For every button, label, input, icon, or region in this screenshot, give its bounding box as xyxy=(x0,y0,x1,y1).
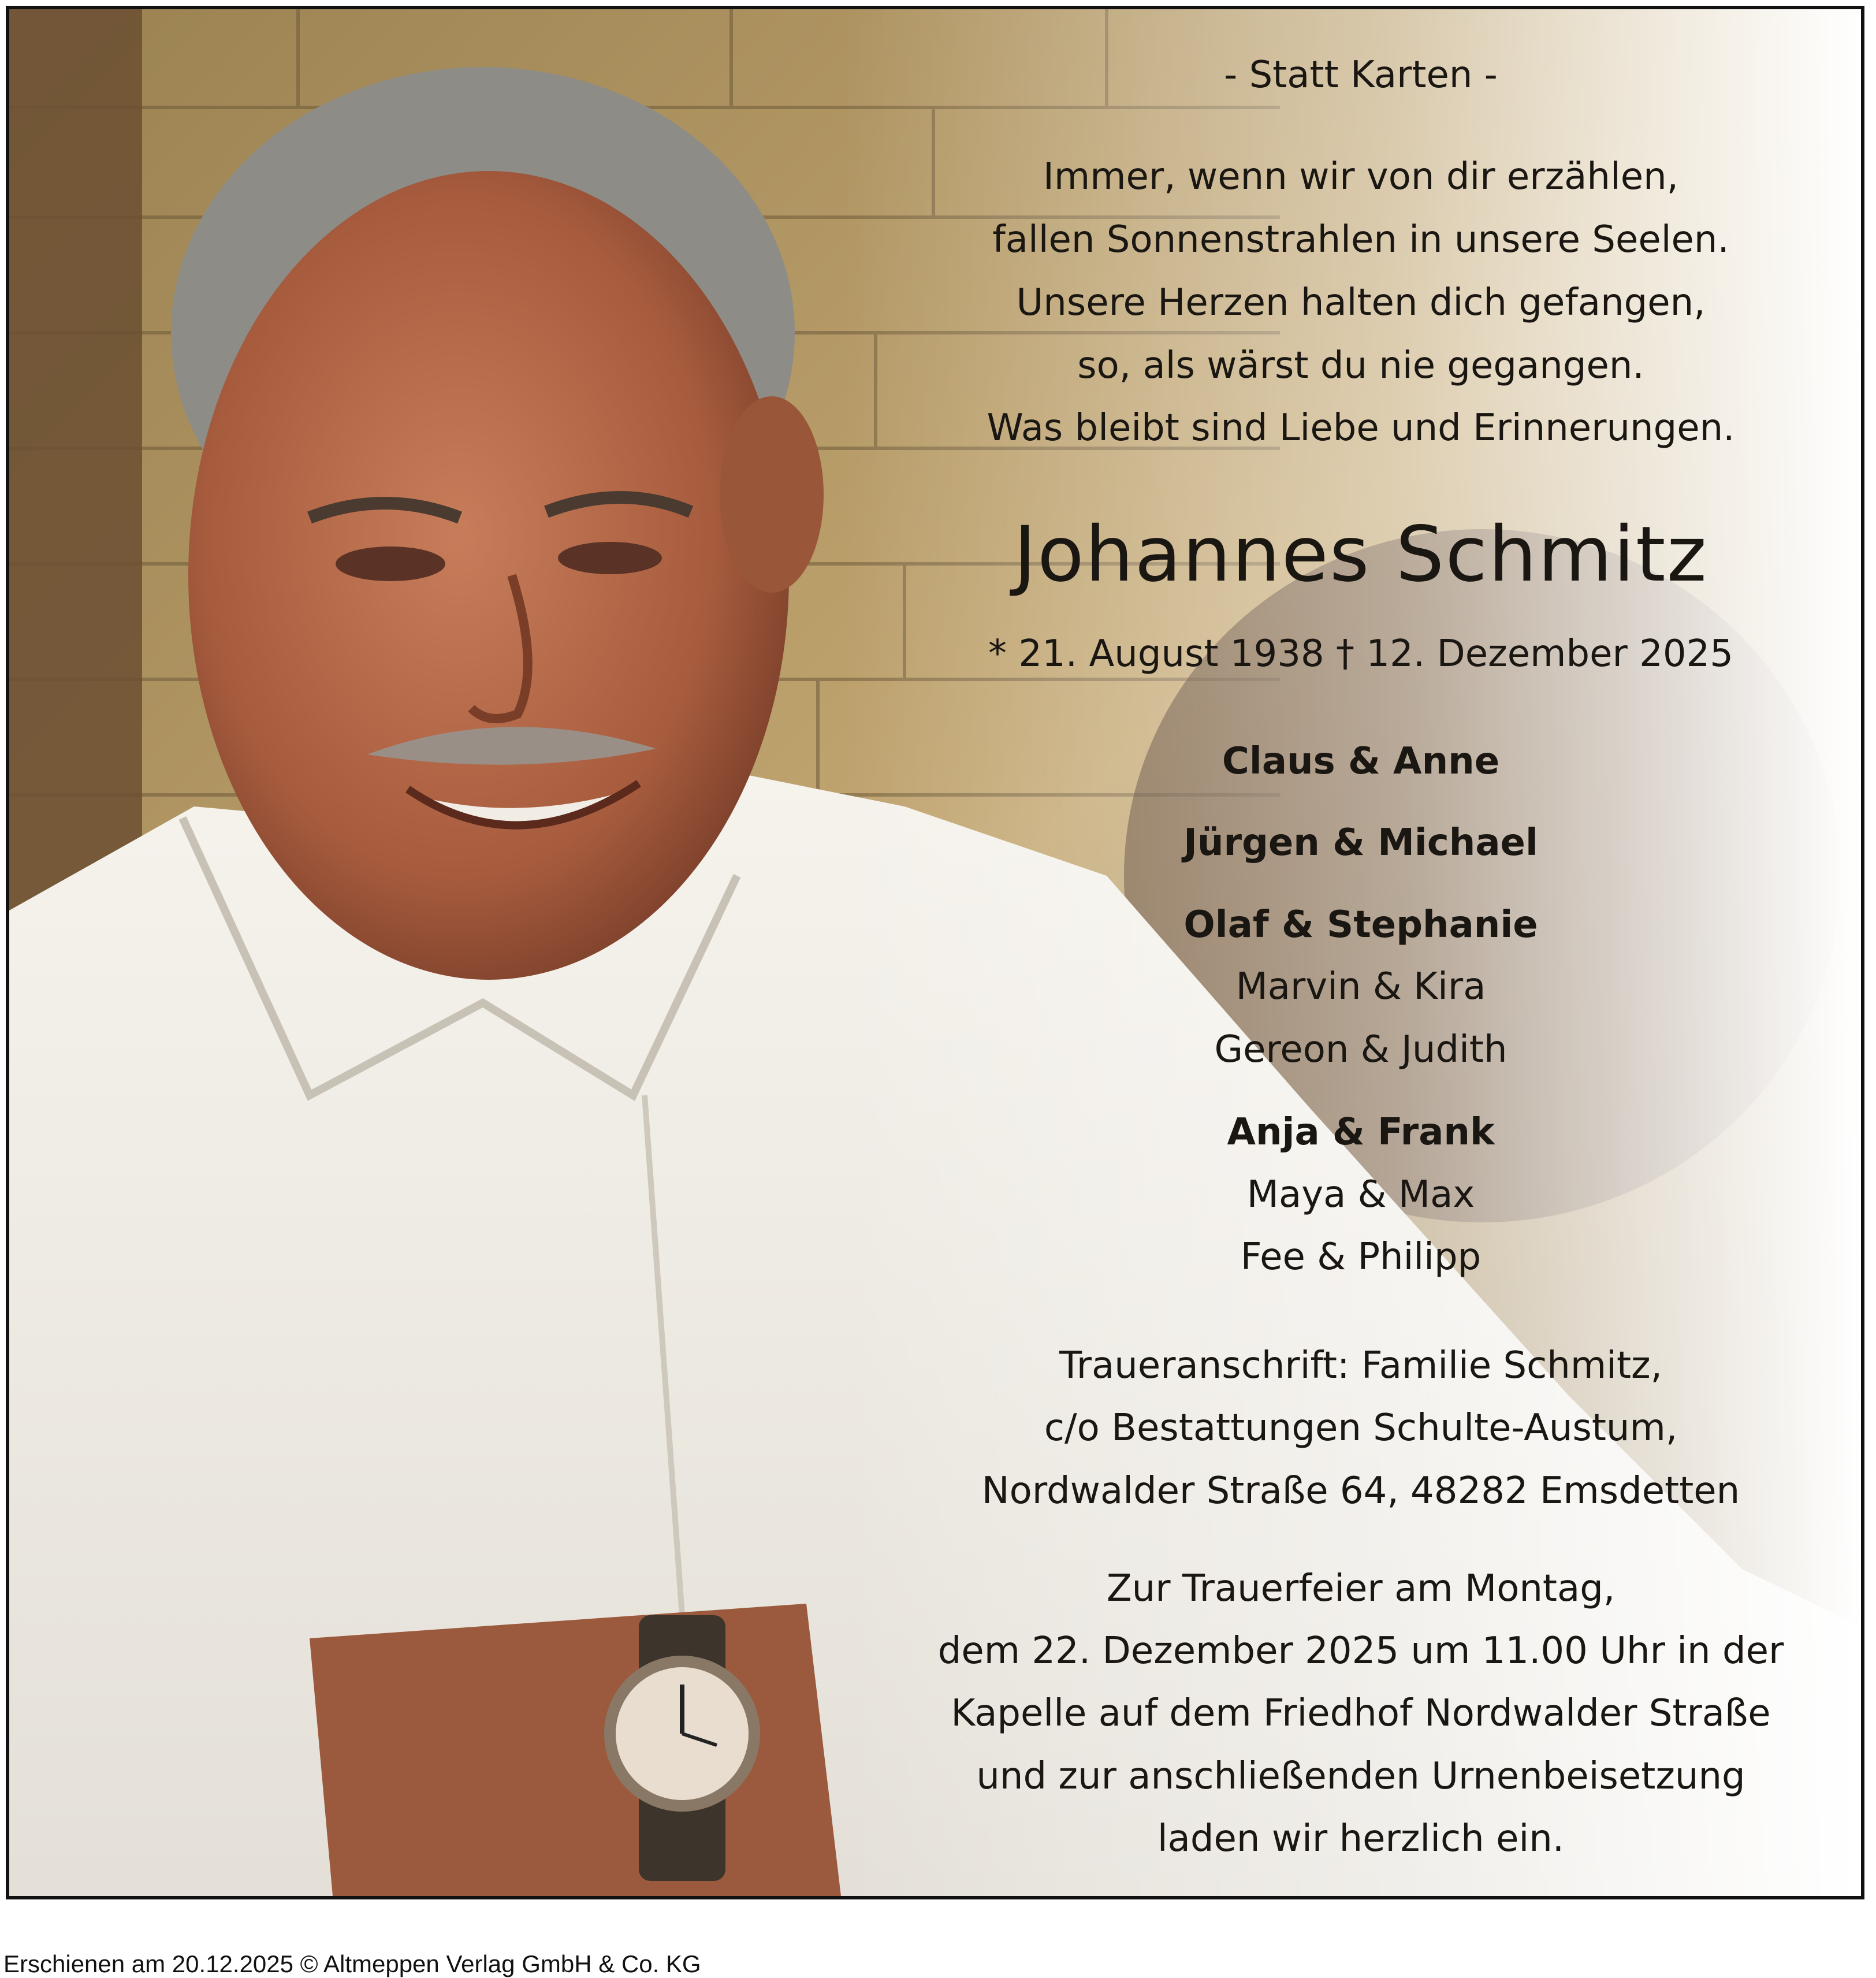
poem-line: Unsere Herzen halten dich gefangen, xyxy=(1016,281,1706,324)
poem-line: Was bleibt sind Liebe und Erinnerungen. xyxy=(987,407,1735,449)
obituary-text xyxy=(858,9,1863,1896)
family-member: Maya & Max xyxy=(1246,1173,1475,1216)
address-line: c/o Bestattungen Schulte-Austum, xyxy=(1044,1407,1678,1449)
address-line: Nordwalder Straße 64, 48282 Emsdetten xyxy=(981,1470,1740,1512)
ceremony-line: und zur anschließenden Urnenbeisetzung xyxy=(976,1755,1745,1798)
address-line: Traueranschrift: Familie Schmitz, xyxy=(1059,1344,1662,1387)
ceremony-line: Kapelle auf dem Friedhof Nordwalder Straße xyxy=(951,1692,1771,1735)
ceremony-line: Zur Trauerfeier am Montag, xyxy=(1106,1567,1616,1610)
deceased-name: Johannes Schmitz xyxy=(1014,510,1708,599)
obituary-ad xyxy=(6,6,1864,1899)
ceremony-line: laden wir herzlich ein. xyxy=(1157,1817,1565,1860)
life-dates: * 21. August 1938 † 12. Dezember 2025 xyxy=(988,633,1733,675)
family-member: Anja & Frank xyxy=(1227,1111,1495,1154)
poem-line: fallen Sonnenstrahlen in unsere Seelen. xyxy=(992,218,1729,261)
family-member: Fee & Philipp xyxy=(1240,1236,1482,1278)
family-member: Olaf & Stephanie xyxy=(1183,904,1538,946)
family-member: Jürgen & Michael xyxy=(1183,821,1538,864)
poem-line: so, als wärst du nie gegangen. xyxy=(1077,344,1644,387)
family-member: Marvin & Kira xyxy=(1235,965,1486,1008)
poem-line: Immer, wenn wir von dir erzählen, xyxy=(1043,155,1679,198)
statt-karten-label: - Statt Karten - xyxy=(1224,54,1498,96)
publication-footer: Erschienen am 20.12.2025 © Altmeppen Verlag GmbH & Co. KG xyxy=(3,1950,701,1977)
ceremony-line: dem 22. Dezember 2025 um 11.00 Uhr in der xyxy=(937,1630,1784,1672)
family-member: Claus & Anne xyxy=(1222,740,1500,783)
family-member: Gereon & Judith xyxy=(1214,1028,1508,1071)
